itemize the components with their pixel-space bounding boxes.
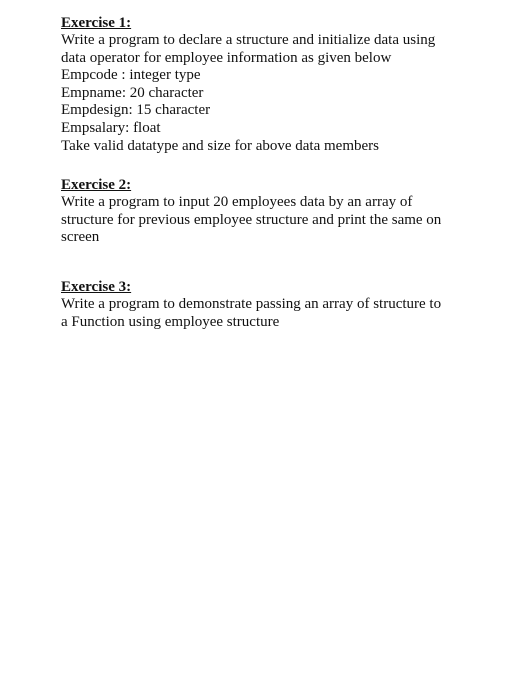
exercise-2-line-3: screen (61, 229, 100, 246)
exercise-3-title: Exercise 3: (61, 278, 132, 295)
document-page (61, 14, 501, 331)
exercise-1 (61, 14, 501, 155)
exercise-3 (61, 278, 501, 331)
exercise-1-line-1: Write a program to declare a structure and initialize data using (61, 32, 436, 48)
exercise-1-line-7: Take valid datatype and size for above data members (61, 137, 379, 154)
exercise-1-line-5: Empdesign: 15 character (61, 102, 211, 119)
exercise-1-line-4: Empname: 20 character (61, 84, 204, 101)
exercise-3-line-2: a Function using employee structure (61, 313, 280, 330)
exercise-1-title: Exercise 1: (61, 15, 132, 31)
exercise-2 (61, 176, 501, 247)
exercise-2-line-1: Write a program to input 20 employees data by an array of (61, 194, 413, 211)
exercise-3-line-1: Write a program to demonstrate passing an array of structure to (61, 295, 442, 312)
exercise-1-line-6: Empsalary: float (61, 119, 161, 136)
exercise-1-line-3: Empcode : integer type (61, 67, 201, 84)
exercise-2-line-2: structure for previous employee structure and print the same on (61, 211, 442, 228)
exercise-1-line-2: data operator for employee information as given below (61, 49, 392, 66)
exercise-2-title: Exercise 2: (61, 177, 132, 194)
